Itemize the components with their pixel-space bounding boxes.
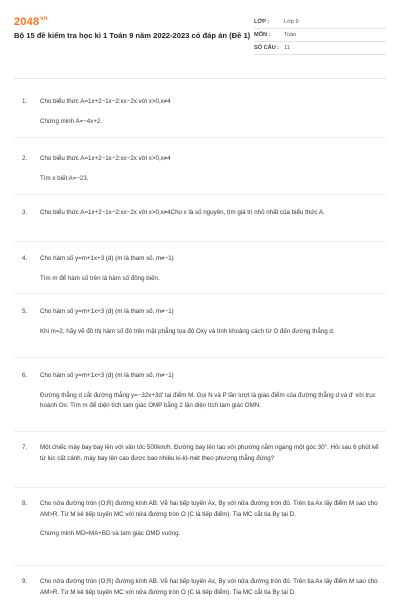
question-stem: Cho biểu thức A=1x+2−1x−2:xx−2x với x>0,x≠4	[40, 98, 171, 105]
meta-table	[254, 16, 386, 64]
meta-row-count	[254, 42, 386, 55]
question-number: 7.	[22, 444, 28, 451]
question-item	[14, 577, 386, 598]
meta-key: MÔN :	[254, 32, 271, 38]
meta-row-class	[254, 16, 386, 29]
question-stem: Một chiếc máy bay bay lên với vận tốc 500km/h. Đường bay lên tạo với phương nằm ngang một góc 30°. Hỏi sau 6 phút kể từ lúc cất cánh, máy bay lên cao được bao nhiêu ki-lô-mét theo phương thẳng đứng?	[40, 444, 379, 462]
question-stem: Cho hàm số y=m+1x+3 (d) (m là tham số, m≠−1)	[40, 255, 174, 262]
question-stem: Cho biểu thức A=1x+2−1x−2:xx−2x với x>0,x≠4Cho x là số nguyên, tìm giá trị nhỏ nhất của biểu thức A.	[40, 209, 325, 216]
question-separator	[14, 487, 386, 488]
question-separator	[14, 431, 386, 432]
question-separator	[14, 565, 386, 566]
question-stem: Cho nửa đường tròn (O;R) đường kính AB. Vẽ hai tiếp tuyến Ax, By với nửa đường tròn đó. Trên tia Ax lấy điểm M sao cho AM>R. Từ M kẻ tiếp tuyến MC với nửa đường tròn O (C là tiếp điểm). Tia MC cắt tia By tại D.	[40, 500, 378, 518]
brand-column	[14, 16, 254, 64]
question-part: Chứng minh A=−4x+2.	[40, 117, 103, 125]
question-number: 2.	[22, 155, 28, 162]
question-item	[14, 97, 386, 127]
meta-value: Lớp 9	[284, 19, 299, 25]
document-title: Bộ 15 đề kiểm tra học kì 1 Toán 9 năm 2022-2023 có đáp án (Đề 1)	[14, 31, 251, 40]
question-separator	[14, 357, 386, 358]
question-item	[14, 154, 386, 184]
question-item	[14, 371, 386, 412]
question-part: Khi m=2, hãy vẽ đồ thị hàm số đó trên mặt phẳng tọa độ Oxy và tính khoảng cách từ O đến đường thẳng d.	[40, 327, 335, 335]
question-part: Tìm m để hàm số trên là hàm số đồng biến.	[40, 274, 160, 282]
question-number: 3.	[22, 209, 28, 216]
question-part: Chứng minh MD=MA+BD và tam giác OMD vuông.	[40, 530, 181, 537]
question-item	[14, 208, 386, 219]
question-number: 9.	[22, 578, 28, 585]
meta-value: Toán	[284, 32, 297, 38]
site-logo[interactable]	[14, 16, 254, 28]
question-item	[14, 254, 386, 284]
question-number: 8.	[22, 500, 28, 507]
header-divider	[14, 78, 386, 79]
question-item	[14, 307, 386, 337]
question-part: Tìm x biết A=−23.	[40, 174, 89, 182]
question-stem: Cho biểu thức A=1x+2−1x−2:xx−2x với x>0,x≠4	[40, 155, 171, 162]
question-stem: Cho nửa đường tròn (O;R) đường kính AB. Vẽ hai tiếp tuyến Ax, By với nửa đường tròn đó. Trên tia Ax lấy điểm M sao cho AM>R. Từ M kẻ tiếp tuyến MC với nửa đường tròn O (C là tiếp điểm). Tia MC cắt tia By tại D.	[40, 578, 378, 596]
question-number: 4.	[22, 255, 28, 262]
meta-value: 11	[284, 45, 290, 51]
meta-row-subject	[254, 29, 386, 42]
question-separator	[14, 241, 386, 242]
question-separator	[14, 293, 386, 294]
question-part: Đường thẳng d cắt đường thẳng y=−32x+3d' tại điểm M. Gọi N và P lần lượt là giao điểm của đường thẳng d và d' với trục hoành Ox. Tìm m để diện tích tam giác OMP bằng 2 lần diện tích tam giác OMN.	[40, 391, 376, 409]
question-number: 1.	[22, 98, 28, 105]
meta-key: SỐ CÂU :	[254, 45, 280, 51]
question-item	[14, 443, 386, 464]
question-separator	[14, 137, 386, 138]
meta-key: LỚP :	[254, 19, 270, 25]
logo-suffix: vn	[40, 16, 48, 23]
question-stem: Cho hàm số y=m+1x+3 (d) (m là tham số, m≠−1)	[40, 372, 174, 379]
question-stem: Cho hàm số y=m+1x+3 (d) (m là tham số, m≠−1)	[40, 308, 174, 315]
question-number: 5.	[22, 308, 28, 315]
question-item	[14, 499, 386, 540]
header	[14, 0, 386, 64]
question-separator	[14, 194, 386, 195]
question-number: 6.	[22, 372, 28, 379]
logo-text: 2048	[14, 16, 40, 28]
